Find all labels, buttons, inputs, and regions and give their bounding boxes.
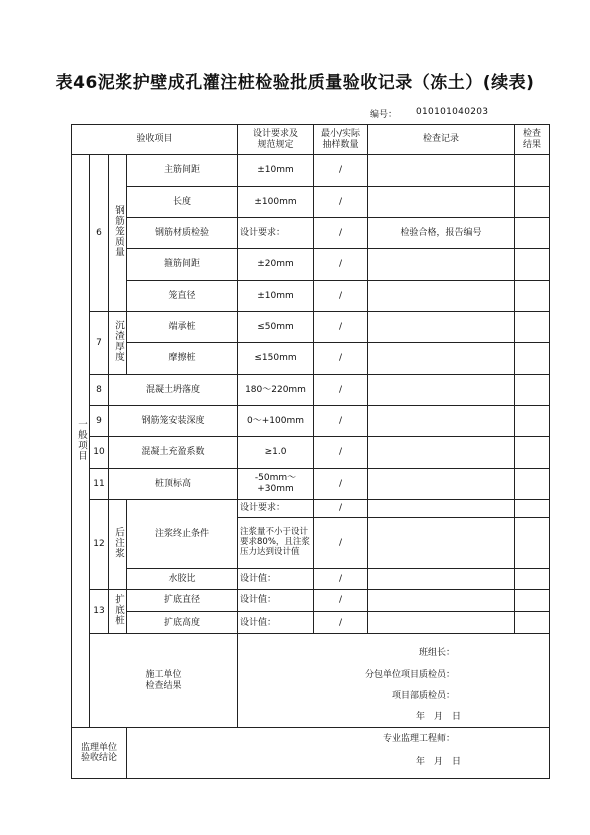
supervision-label [72,728,127,779]
table-row [72,405,550,436]
item-spec: ±10mm [238,280,314,311]
table-row [72,374,550,405]
row-number: 7 [90,311,109,374]
item-result[interactable] [515,437,550,468]
supervision-date: 年 月 日 [416,757,462,768]
row-number: 12 [90,499,109,589]
item-sample: / [314,249,368,280]
item-result[interactable] [515,589,550,611]
item-result[interactable] [515,217,550,248]
item-spec: ≥1.0 [238,437,314,468]
item-result[interactable] [515,311,550,342]
item-record[interactable] [368,437,515,468]
team-leader-label: 班组长： [419,648,456,659]
supervision-section [72,728,550,779]
item-name: 扩底高度 [127,612,238,634]
group-label [109,155,127,312]
table-row [72,280,550,311]
page-title: 表46泥浆护壁成孔灌注桩检验批质量验收记录（冻土）(续表) [55,73,535,93]
item-spec: 设计要求： [238,217,314,248]
item-sample: / [314,612,368,634]
item-record[interactable] [368,468,515,499]
item-sample: / [314,374,368,405]
row-number: 9 [90,405,109,436]
header-result-line1: 检查 [523,129,542,140]
item-sample: / [314,499,368,517]
table-row [72,186,550,217]
item-spec: 0～+100mm [238,405,314,436]
item-name: 笼直径 [127,280,238,311]
item-spec: ≤150mm [238,343,314,374]
dept-inspector-label: 项目部质检员： [392,691,456,702]
group-label [109,311,127,374]
item-result[interactable] [515,280,550,311]
item-name: 钢筋笼安装深度 [109,405,238,436]
group-text: 后注浆 [112,526,124,559]
item-name: 水胶比 [127,568,238,589]
item-record[interactable] [368,186,515,217]
item-result[interactable] [515,468,550,499]
header-result [515,125,550,155]
header-sample [314,125,368,155]
table-row [72,437,550,468]
group-text: 扩底桩 [112,594,124,626]
item-record[interactable] [368,589,515,611]
item-record[interactable] [368,405,515,436]
general-items-text: 一般项目 [75,418,87,461]
table-row [72,499,550,517]
inspection-table [71,124,550,779]
item-spec: 180～220mm [238,374,314,405]
item-record[interactable] [368,249,515,280]
table-row [72,155,550,186]
supervision-label-line1: 监理单位 [80,742,117,753]
group-label [109,589,127,633]
item-name: 扩底直径 [127,589,238,611]
header-item: 验收项目 [72,125,238,155]
item-result[interactable] [515,405,550,436]
table-row [72,612,550,634]
item-record[interactable] [368,499,515,517]
item-sample: / [314,568,368,589]
item-sample: / [314,343,368,374]
table-row [72,468,550,499]
group-text: 沉渣厚度 [112,320,124,363]
item-spec: 设计要求： [238,499,314,517]
item-record[interactable] [368,568,515,589]
item-spec: 设计值： [238,568,314,589]
item-result[interactable] [515,499,550,517]
item-record[interactable] [368,280,515,311]
item-result[interactable] [515,568,550,589]
row-number: 13 [90,589,109,633]
item-name: 钢筋材质检验 [127,217,238,248]
header-sample-line1: 最小/实际 [320,129,361,140]
item-name: 注浆终止条件 [127,499,238,568]
construction-label-line1: 施工单位 [145,670,182,681]
item-sample: / [314,405,368,436]
item-name: 桩顶标高 [109,468,238,499]
item-spec: 设计值： [238,589,314,611]
construction-signatures[interactable] [238,634,550,728]
header-design [238,125,314,155]
item-name: 混凝土坍落度 [109,374,238,405]
table-row [72,249,550,280]
header-sample-line2: 抽样数量 [322,139,359,150]
item-result[interactable] [515,155,550,186]
table-row [72,217,550,248]
general-items-label [72,155,90,728]
item-spec: ±10mm [238,155,314,186]
supervision-label-line2: 验收结论 [80,753,117,764]
item-spec: -50mm～+30mm [238,468,314,499]
header-record: 检查记录 [368,125,515,155]
item-sample: / [314,155,368,186]
header-result-line2: 结果 [523,139,542,150]
construction-label [90,634,238,728]
item-spec: ±100mm [238,186,314,217]
item-sample: / [314,186,368,217]
row-number: 6 [90,155,109,312]
construction-section [72,634,550,728]
code-value: 010101040203 [416,107,489,117]
item-sample: / [314,468,368,499]
header-row [72,125,550,155]
item-result[interactable] [515,186,550,217]
row-number: 8 [90,374,109,405]
item-sample: / [314,311,368,342]
header-design-line1: 设计要求及 [253,129,299,140]
item-record[interactable] [368,518,515,569]
row-number: 10 [90,437,109,468]
construction-label-line2: 检查结果 [145,680,182,691]
sub-inspector-label: 分包单位项目质检员： [365,670,456,681]
construction-date: 年 月 日 [416,712,462,723]
row-number: 11 [90,468,109,499]
item-sample: / [314,217,368,248]
item-name: 端承桩 [127,311,238,342]
item-spec: 设计值： [238,612,314,634]
item-spec: ≤50mm [238,311,314,342]
item-spec: ±20mm [238,249,314,280]
item-name: 摩擦桩 [127,343,238,374]
supervision-signatures[interactable] [127,728,550,779]
table-row [72,589,550,611]
item-result[interactable] [515,374,550,405]
item-name: 主筋间距 [127,155,238,186]
table-row [72,568,550,589]
item-name: 箍筋间距 [127,249,238,280]
item-sample: / [314,589,368,611]
code-label: 编号： [370,110,398,120]
item-record[interactable]: 检验合格，报告编号 [368,217,515,248]
item-sample: / [314,437,368,468]
item-result[interactable] [515,518,550,569]
group-text: 钢筋笼质量 [112,205,124,258]
item-record[interactable] [368,343,515,374]
item-spec: 注浆量不小于设计要求80%，且注浆压力达到设计值 [238,518,314,569]
item-sample: / [314,280,368,311]
item-name: 长度 [127,186,238,217]
item-record[interactable] [368,311,515,342]
item-record[interactable] [368,612,515,634]
item-result[interactable] [515,249,550,280]
table-row [72,343,550,374]
header-design-line2: 规范规定 [257,139,294,150]
table-row [72,311,550,342]
item-record[interactable] [368,155,515,186]
item-result[interactable] [515,343,550,374]
item-result[interactable] [515,612,550,634]
group-label [109,499,127,589]
item-record[interactable] [368,374,515,405]
supervision-engineer-label: 专业监理工程师： [383,734,456,745]
item-name: 混凝土充盈系数 [109,437,238,468]
item-sample: / [314,518,368,569]
